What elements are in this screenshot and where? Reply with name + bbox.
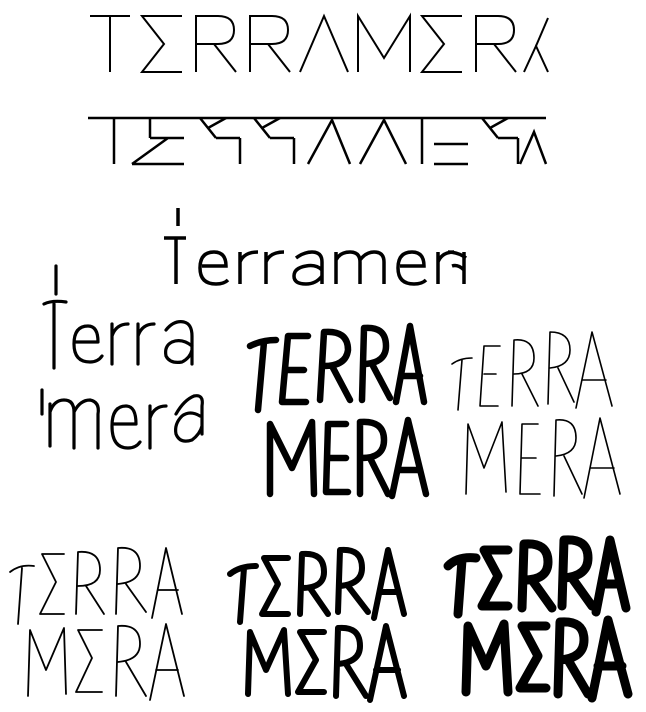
logo-variant-5-artwork	[246, 318, 436, 502]
logo-variant-6	[450, 318, 630, 502]
logo-variant-7	[8, 538, 188, 704]
logo-variant-2	[88, 114, 548, 166]
logo-variant-8-artwork	[226, 538, 408, 704]
logo-variant-4-artwork	[36, 264, 206, 458]
logo-variant-6-artwork	[450, 318, 630, 502]
logo-variant-5	[246, 318, 436, 502]
logo-variant-2-artwork	[88, 114, 548, 166]
logo-variant-3	[160, 206, 470, 288]
logo-variant-7-artwork	[8, 538, 188, 704]
logo-variant-9	[442, 528, 632, 704]
logo-variant-9-artwork	[442, 528, 632, 704]
logo-variant-4	[36, 264, 206, 458]
logo-variant-1-artwork	[88, 14, 552, 76]
logo-variant-8	[226, 538, 408, 704]
logo-variant-3-artwork	[160, 206, 470, 288]
logo-variant-1	[88, 14, 552, 76]
